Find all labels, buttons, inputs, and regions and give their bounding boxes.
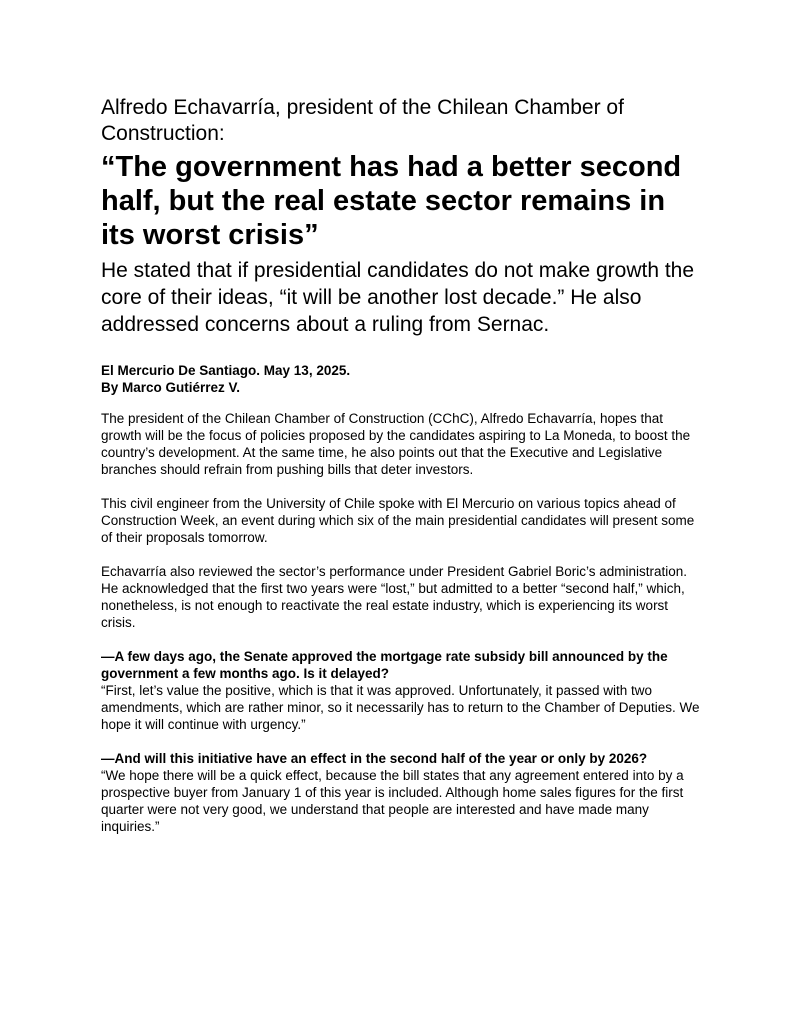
article-deck: He stated that if presidential candidates do not make growth the core of their ideas, “it will be another lost decade.” He also addressed concerns about a ruling from Sernac. [101,259,695,336]
body-paragraph: The president of the Chilean Chamber of Construction (CChC), Alfredo Echavarría, hopes that growth will be the focus of policies proposed by the candidates aspiring to La Moneda, to boost the country’s development. At the same time, he also points out that the Executive and Legislative branches should refrain from pushing bills that deter investors. [101,411,691,477]
article [101,95,701,852]
body-paragraph: This civil engineer from the University of Chile spoke with El Mercurio on various topics ahead of Construction Week, an event during which six of the main presidential candidates will present some of their proposals tomorrow. [101,496,695,545]
article-kicker: Alfredo Echavarría, president of the Chilean Chamber of Construction: [101,96,624,145]
body-paragraph: Echavarría also reviewed the sector’s performance under President Gabriel Boric’s administration. He acknowledged that the first two years were “lost,” but admitted to a better “second half,” which, nonetheless, is not enough to reactivate the real estate industry, which is experiencing its worst crisis. [101,564,688,630]
qa-answer: “First, let’s value the positive, which is that it was approved. Unfortunately, it passed with two amendments, which are rather minor, so it necessarily has to return to the Chamber of Deputies. We hope it will continue with urgency.” [101,683,700,732]
article-body [101,410,701,835]
article-meta [101,362,701,396]
qa-block [101,648,701,733]
qa-block [101,750,701,835]
article-byline: By Marco Gutiérrez V. [101,380,241,395]
qa-answer: “We hope there will be a quick effect, because the bill states that any agreement entered into by a prospective buyer from January 1 of this year is included. Although home sales figures for the first quarter were not very good, we understand that people are interested and have made many inquiries.” [101,768,684,834]
article-headline: “The government has had a better second half, but the real estate sector remains in its worst crisis” [101,151,682,251]
qa-question: —A few days ago, the Senate approved the mortgage rate subsidy bill announced by the government a few months ago. Is it delayed? [101,649,668,681]
qa-question: —And will this initiative have an effect in the second half of the year or only by 2026? [101,751,648,766]
article-source: El Mercurio De Santiago. May 13, 2025. [101,363,351,378]
